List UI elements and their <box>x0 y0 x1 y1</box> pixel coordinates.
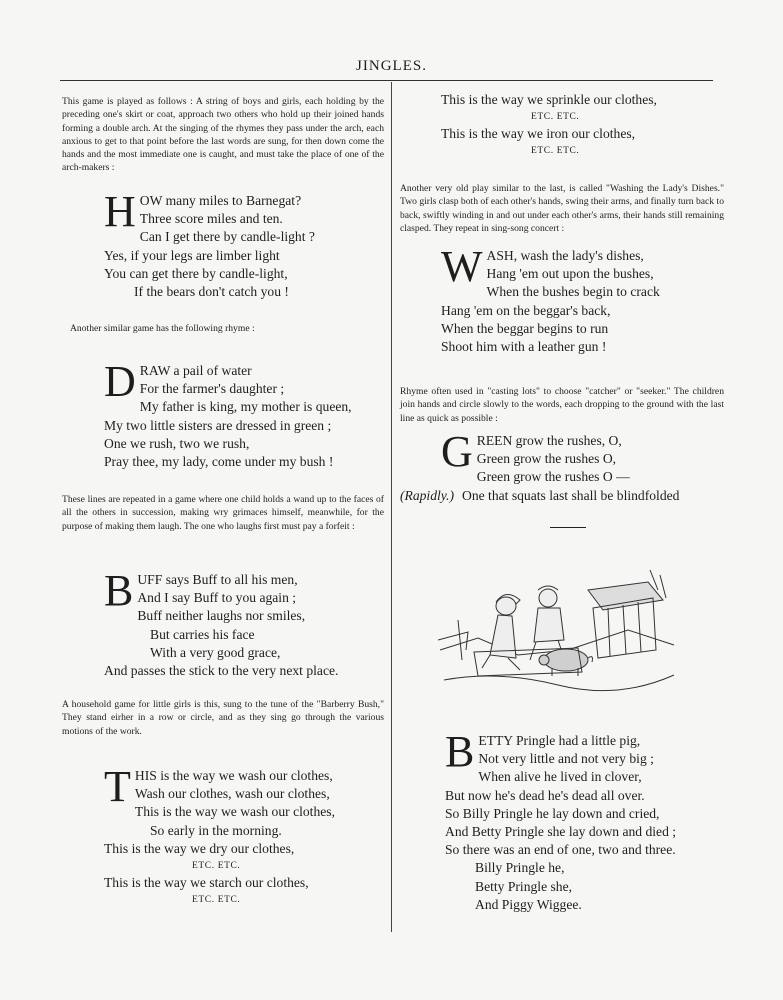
verse-green-rushes <box>400 427 740 505</box>
verse-line: And I say Buff to you again ; <box>137 590 297 606</box>
verse-line: My father is king, my mother is queen, <box>139 399 352 415</box>
intro-paragraph-4: A household game for little girls is this, sung to the tune of the "Barberry Bush," They stand eirher in a row or circle, and as they sing go through the various motions of the work. <box>62 699 384 737</box>
verse-line: So there was an end of one, two and three. <box>445 842 676 858</box>
verse-betty-pringle <box>445 727 745 914</box>
verse-line: Yes, if your legs are limber light <box>104 247 280 263</box>
verse-buff <box>104 566 389 680</box>
verse-line: This is the way we dry our clothes, <box>104 840 295 856</box>
rapidly-note: (Rapidly.) <box>400 487 454 503</box>
verse-wash-clothes-continued <box>441 91 741 159</box>
intro-paragraph-3: These lines are repeated in a game where one child holds a wand up to the faces of all the others in succession, making wry grimaces himself, meanwhile, for the purpose of making them laugh. The one who laughs first must pay a forfeit : <box>62 494 384 532</box>
verse-line: Shoot him with a leather gun ! <box>441 339 607 355</box>
intro-paragraph-2: Another similar game has the following rhyme : <box>70 323 255 334</box>
verse-line: This is the way we sprinkle our clothes, <box>441 92 657 107</box>
verse-line: Can I get there by candle-light ? <box>139 229 315 245</box>
verse-line: REEN grow the rushes, O, <box>476 433 622 448</box>
etc-label: ETC. ETC. <box>192 895 241 906</box>
intro-paragraph-1: This game is played as follows : A string of boys and girls, each holding by the preceding one's skirt or coat, approach two others who hold up their joined hands forming a double arch. At the singing of the rhymes they pass under the arch, each anxious to get to that point before the last words are sung, for then down come the hands and the most immediate one is caught, and must take the place of one of the arch-makers : <box>62 96 384 174</box>
intro-paragraph-5: Another very old play similar to the last, is called "Washing the Lady's Dishes." Two girls clasp both of each other's hands, swing their arms, and finally turn back to back, swiftly winding in and out under each other's arms, their hands still remaining clasped. They repeat in sing-song concert : <box>400 183 724 234</box>
column-divider <box>391 82 392 932</box>
verse-line: But now he's dead he's dead all over. <box>445 787 645 803</box>
drop-cap: G <box>441 427 473 476</box>
verse-line: OW many miles to Barnegat? <box>139 193 302 208</box>
verse-line: When the bushes begin to crack <box>486 284 660 300</box>
verse-line: Not very little and not very big ; <box>478 751 654 767</box>
verse-line: Hang 'em out upon the bushes, <box>486 266 654 282</box>
verse-line: Betty Pringle she, <box>475 878 573 894</box>
drop-cap: B <box>104 566 134 615</box>
intro-paragraph-6: Rhyme often used in "casting lots" to choose "catcher" or "seeker." The children join hands and circle slowly to the words, each dropping to the ground with the last line as quick as possible : <box>400 386 724 424</box>
etc-label: ETC. ETC. <box>531 112 580 123</box>
verse-line: RAW a pail of water <box>139 363 252 378</box>
drop-cap: B <box>445 727 475 776</box>
verse-line: Buff neither laughs nor smiles, <box>137 608 306 624</box>
verse-line: This is the way we wash our clothes, <box>134 804 335 820</box>
section-separator <box>550 527 586 528</box>
verse-line: UFF says Buff to all his men, <box>137 572 298 587</box>
verse-line: But carries his face <box>150 626 255 642</box>
verse-wash-clothes <box>104 762 389 908</box>
verse-lady-dishes <box>441 242 741 356</box>
verse-line: And passes the stick to the very next place. <box>104 663 339 679</box>
verse-line: Billy Pringle he, <box>475 860 565 876</box>
verse-line: Green grow the rushes O — <box>476 469 630 485</box>
verse-line: HIS is the way we wash our clothes, <box>134 768 333 783</box>
verse-line: My two little sisters are dressed in green ; <box>104 417 332 433</box>
header-rule <box>60 80 713 81</box>
etc-label: ETC. ETC. <box>531 146 580 157</box>
verse-line: With a very good grace, <box>150 644 281 660</box>
verse-line: For the farmer's daughter ; <box>139 381 285 397</box>
verse-line: You can get there by candle-light, <box>104 265 288 281</box>
verse-line: When alive he lived in clover, <box>478 769 642 785</box>
verse-line: Hang 'em on the beggar's back, <box>441 302 611 318</box>
verse-line: Wash our clothes, wash our clothes, <box>134 786 330 802</box>
verse-line: So early in the morning. <box>150 822 282 838</box>
verse-draw-water <box>104 357 389 471</box>
verse-line: This is the way we iron our clothes, <box>441 126 636 142</box>
verse-line: This is the way we starch our clothes, <box>104 875 309 891</box>
drop-cap: W <box>441 242 483 291</box>
page-header: JINGLES. <box>356 58 427 74</box>
drop-cap: H <box>104 187 136 236</box>
verse-line: Three score miles and ten. <box>139 211 283 227</box>
verse-line: So Billy Pringle he lay down and cried, <box>445 805 660 821</box>
etc-label: ETC. ETC. <box>192 861 241 872</box>
drop-cap: D <box>104 357 136 406</box>
verse-line: And Piggy Wiggee. <box>475 896 582 912</box>
verse-line: ETTY Pringle had a little pig, <box>478 733 641 748</box>
verse-line: One that squats last shall be blindfolded <box>462 487 680 503</box>
verse-line: Pray thee, my lady, come under my bush ! <box>104 454 334 470</box>
verse-line: ASH, wash the lady's dishes, <box>486 248 644 263</box>
verse-line: When the beggar begins to run <box>441 320 609 336</box>
verse-line: Green grow the rushes O, <box>476 451 617 467</box>
verse-line: If the bears don't catch you ! <box>134 284 289 300</box>
verse-barnegat <box>104 187 384 301</box>
children-pig-illustration <box>438 560 676 698</box>
verse-line: And Betty Pringle she lay down and died ; <box>445 824 677 840</box>
drop-cap: T <box>104 762 131 811</box>
verse-line: One we rush, two we rush, <box>104 435 250 451</box>
